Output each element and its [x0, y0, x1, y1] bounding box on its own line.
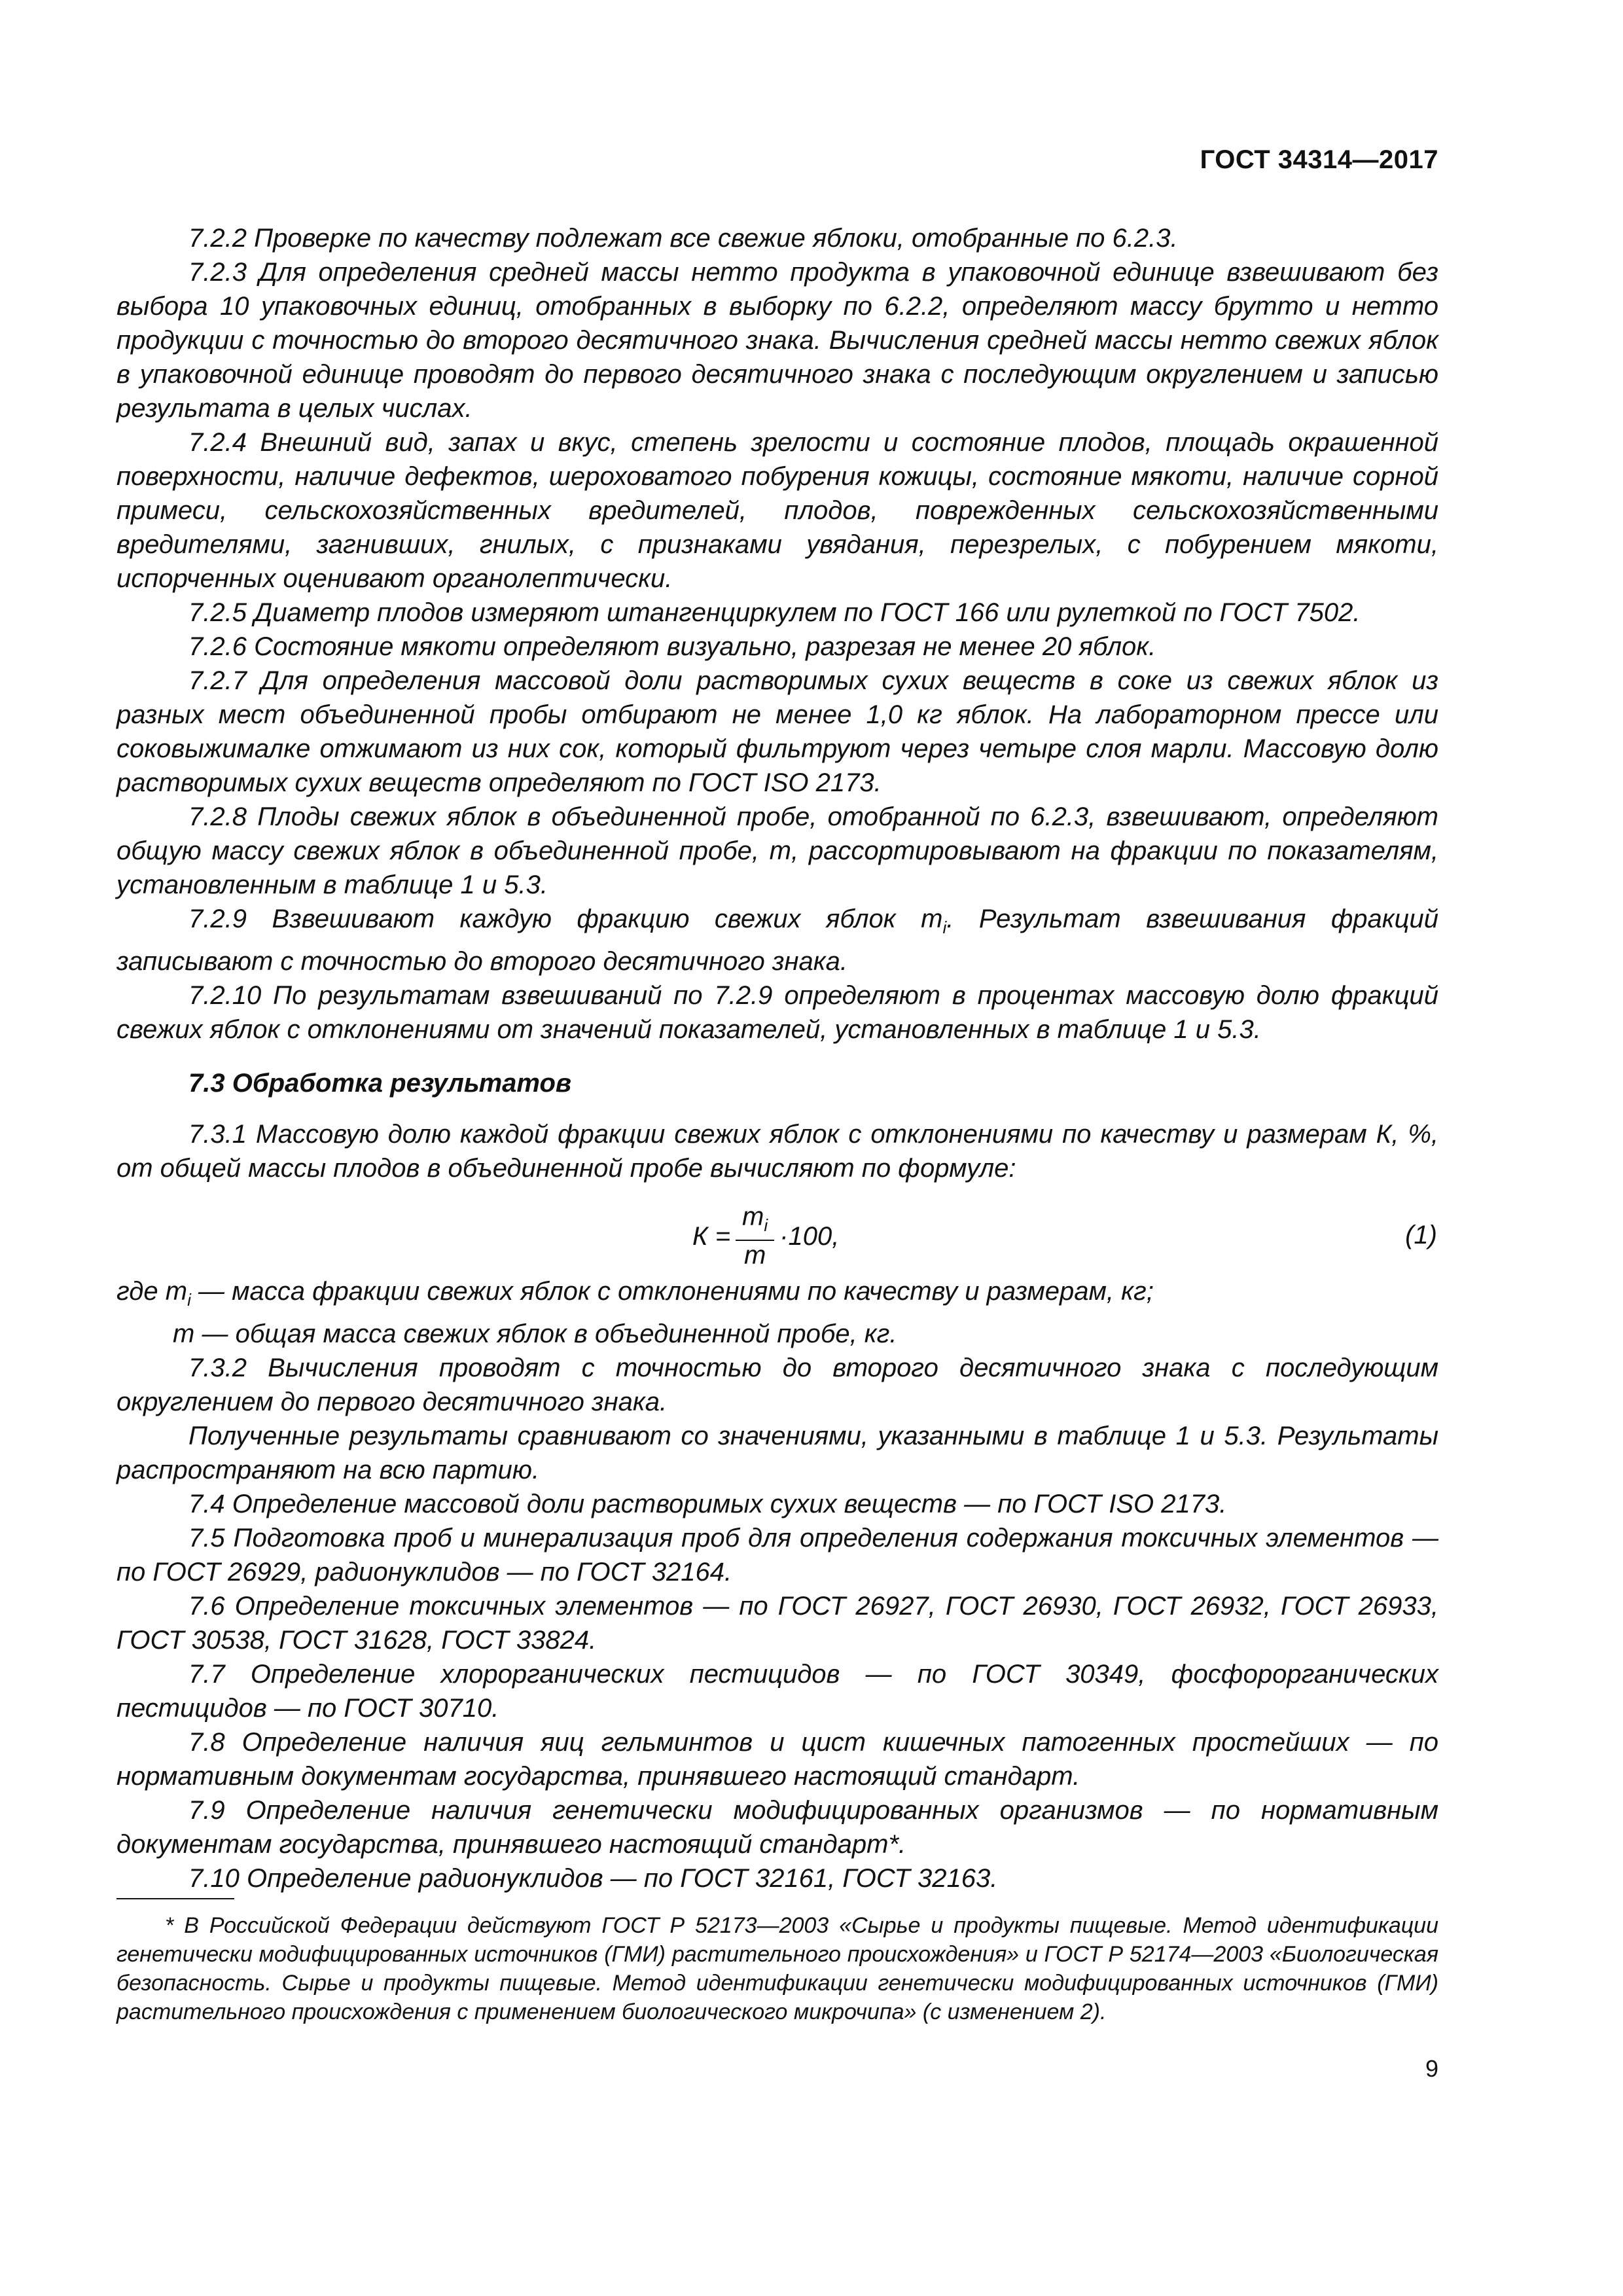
paragraph-7-3-2: 7.3.2 Вычисления проводят с точностью до второго десятичного знака с последующим округлением до первого десятичного знака.: [116, 1354, 1438, 1416]
numerator-symbol: m: [742, 1202, 764, 1231]
formula-block: [116, 1193, 1438, 1270]
paragraph-7-8: 7.8 Определение наличия яиц гельминтов и цист кишечных патогенных простейших — по нормативным документам государства, принявшего настоящий стандарт.: [116, 1728, 1438, 1791]
page-number: 9: [1425, 2055, 1438, 2082]
where-label-1-subscript: i: [187, 1290, 191, 1310]
paragraph-7-2-2: 7.2.2 Проверке по качеству подлежат все свежие яблоки, отобранные по 6.2.3.: [188, 224, 1178, 253]
paragraph-results: Полученные результаты сравнивают со значениями, указанными в таблице 1 и 5.3. Результаты распространяют на всю партию.: [116, 1422, 1438, 1484]
paragraph-7-2-10: 7.2.10 По результатам взвешиваний по 7.2.9 определяют в процентах массовую долю фракций свежих яблок с отклонениями от значений показателей, установленных в таблице 1 и 5.3.: [116, 981, 1438, 1044]
paragraph-7-10: 7.10 Определение радионуклидов — по ГОСТ 32161, ГОСТ 32163.: [188, 1864, 998, 1893]
paragraph-7-2-4: 7.2.4 Внешний вид, запах и вкус, степень зрелости и состояние плодов, площадь окрашенной поверхности, наличие дефектов, шероховатого побурения кожицы, состояние мякоти, наличие сорной примеси, сельскохозяйственных вредителей, плодов, поврежденных сельскохозяйственными вредителями, загнивших, гнилых, с признаками увядания, перезрелых, с побурением мякоти, испорченных оценивают органолептически.: [116, 428, 1438, 593]
subscript-i: i: [942, 918, 947, 937]
where-line-1: [116, 1274, 1438, 1317]
section-title-7-3: 7.3 Обработка результатов: [188, 1069, 572, 1098]
where-label-2: m: [173, 1319, 195, 1348]
where-text-2: — общая масса свежих яблок в объединенной пробе, кг.: [202, 1319, 897, 1348]
paragraph-7-7: 7.7 Определение хлорорганических пестицидов — по ГОСТ 30349, фосфорорганических пестицидов — по ГОСТ 30710.: [116, 1660, 1438, 1723]
formula-number: (1): [1405, 1221, 1437, 1249]
formula-numerator: [736, 1202, 774, 1241]
where-label-1: где m: [116, 1277, 188, 1306]
paragraph-7-2-3: 7.2.3 Для определения средней массы нетто продукта в упаковочной единице взвешивают без выбора 10 упаковочных единиц, отобранных в выборку по 6.2.2, определяют массу брутто и нетто продукции с точностью до второго десятичного знака. Вычисления средней массы нетто свежих яблок в упаковочной единице проводят до первого десятичного знака с последующим округлением и записью результата в целых числах.: [116, 258, 1438, 423]
formula: [692, 1202, 839, 1270]
paragraph-7-2-9-start: 7.2.9 Взвешивают каждую фракцию свежих яблок m: [188, 905, 943, 933]
formula-denominator: m: [743, 1241, 766, 1270]
footnote: * В Российской Федерации действуют ГОСТ Р 52173—2003 «Сырье и продукты пищевые. Метод идентификации генетически модифицированных источников (ГМИ) растительного происхождения» и ГОСТ Р 52174—2003 «Биологическая безопасность. Сырье и продукты пищевые. Метод идентификации генетически модифицированных источников (ГМИ) растительного происхождения с применением биологического микрочипа» (с изменением 2).: [116, 1913, 1438, 2024]
paragraph-7-3-1: 7.3.1 Массовую долю каждой фракции свежих яблок с отклонениями по качеству и размерам К, %, от общей массы плодов в объединенной пробе вычисляют по формуле:: [116, 1120, 1438, 1183]
numerator-subscript: i: [764, 1215, 768, 1235]
paragraph-7-2-6: 7.2.6 Состояние мякоти определяют визуально, разрезая не менее 20 яблок.: [188, 632, 1156, 661]
footnote-separator: [116, 1898, 234, 1899]
document-header: ГОСТ 34314—2017: [1200, 145, 1438, 174]
paragraph-7-2-5: 7.2.5 Диаметр плодов измеряют штангенциркулем по ГОСТ 166 или рулеткой по ГОСТ 7502.: [188, 598, 1361, 627]
paragraph-7-2-8: 7.2.8 Плоды свежих яблок в объединенной пробе, отобранной по 6.2.3, взвешивают, определяют общую массу свежих яблок в объединенной пробе, m, рассортировывают на фракции по показателям, установленным в таблице 1 и 5.3.: [116, 802, 1438, 899]
paragraph-7-5: 7.5 Подготовка проб и минерализация проб для определения содержания токсичных элементов — по ГОСТ 26929, радионуклидов — по ГОСТ 32164.: [116, 1524, 1438, 1587]
paragraph-7-9: 7.9 Определение наличия генетически модифицированных организмов — по нормативным документам государства, принявшего настоящий стандарт*.: [116, 1796, 1438, 1859]
paragraph-7-2-9: [116, 902, 1438, 978]
formula-fraction: [736, 1202, 774, 1270]
paragraph-7-2-7: 7.2.7 Для определения массовой доли растворимых сухих веществ в соке из свежих яблок из разных мест объединенной пробы отбирают не менее 1,0 кг яблок. На лабораторном прессе или соковыжималке отжимают из них сок, который фильтруют через четыре слоя марли. Массовую долю растворимых сухих веществ определяют по ГОСТ ISO 2173.: [116, 666, 1438, 797]
document-body: [116, 221, 1438, 1895]
paragraph-7-4: 7.4 Определение массовой доли растворимых сухих веществ — по ГОСТ ISO 2173.: [188, 1490, 1227, 1518]
formula-lhs: К =: [692, 1221, 731, 1251]
formula-tail: ·100,: [779, 1221, 840, 1251]
paragraph-7-2-9-end: . Результат взвешивания фракций записывают с точностью до второго десятичного знака.: [116, 905, 1439, 976]
where-line-2: [116, 1317, 1438, 1351]
paragraph-7-6: 7.6 Определение токсичных элементов — по ГОСТ 26927, ГОСТ 26930, ГОСТ 26932, ГОСТ 26933, ГОСТ 30538, ГОСТ 31628, ГОСТ 33824.: [116, 1592, 1438, 1655]
where-text-1: — масса фракции свежих яблок с отклонениями по качеству и размерам, кг;: [198, 1277, 1154, 1306]
